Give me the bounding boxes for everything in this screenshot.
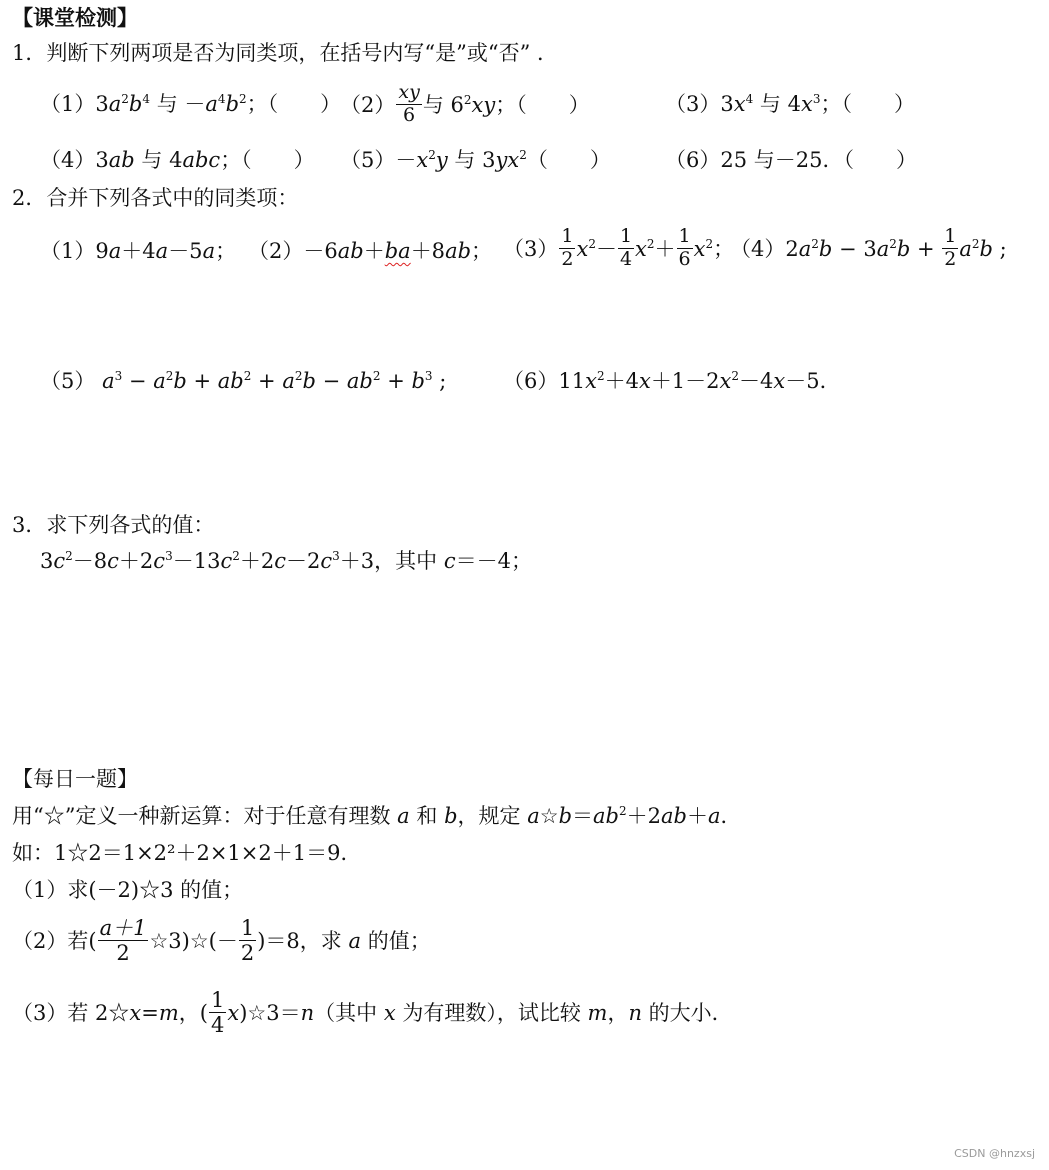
q2-item-4: $(4)2a^2b - 3a^2b$ + $\frac{1}{2}$ $a^2b$ ; [730,225,1007,270]
q2-item-2: （2）－6ab＋ba＋8ab； [248,239,493,263]
q3-stem: 3．求下列各式的值： [12,513,215,537]
q2-stem: 2．合并下列各式中的同类项： [12,186,299,210]
q1-item-2: （2） $\frac{xy}{6}$ 与 $6^2xy$；（ ） [340,81,590,126]
q2-item-5: （5） $a^3 - a^2b + ab^2 + a^2b - ab^2 + b^3$ ; [40,369,447,393]
q2-item-1: （1）9a＋4a－5a； [40,239,237,263]
q3-expression: $3c^2-8c+2c^3-13c^2+2c-2c^3+3$，其中 c＝－4； [40,549,532,573]
q1-item-1: $(1)3a^2b^4$ 与 $-a^4b^2$；（ ） [40,92,342,116]
daily-title: 【每日一题】 [12,767,138,791]
daily-example: 如：1☆2＝1×2²＋2×1×2＋1＝9． [12,841,362,865]
q1-item-6: （6）25 与－25．（ ） [665,148,917,172]
q1-stem: 1．判断下列两项是否为同类项，在括号内写“是”或“否” ． [12,41,558,65]
daily-part-1: （1）求(－2)☆3 的值； [12,878,244,902]
q1-item-5: $(5)-x^2y$ 与 $3yx^2$（ ） [340,148,611,172]
q1-item-4: （4）3ab 与 4abc；（ ） [40,148,315,172]
watermark: CSDN @hnzxsj [954,1147,1035,1160]
class-test-title: 【课堂检测】 [12,5,138,30]
daily-part-3: （3）若 2☆x=m，( $\frac{1}{4}$ x)☆3＝n（其中 x 为有理数），试比较 m，n 的大小． [12,988,733,1038]
daily-definition: 用“☆”定义一种新运算：对于任意有理数 a 和 b，规定 $a☆b=ab^2+2ab+a$． [12,804,742,828]
q2-item-6: $(6)11x^2+4x+1-2x^2-4x-5$． [503,369,841,393]
daily-part-2: （2）若( $\frac{a+1}{2}$ ☆3)☆(－ $\frac{1}{2}$ )＝8，求 a 的值； [12,916,431,966]
q2-item-3: （3） $\frac{1}{2}$ $x^2-$ $\frac{1}{4}$ $x^2+$ $\frac{1}{6}$ $x^2$； [503,225,735,270]
q1-item-3: $(3)3x^4$ 与 $4x^3$；（ ） [665,92,915,116]
